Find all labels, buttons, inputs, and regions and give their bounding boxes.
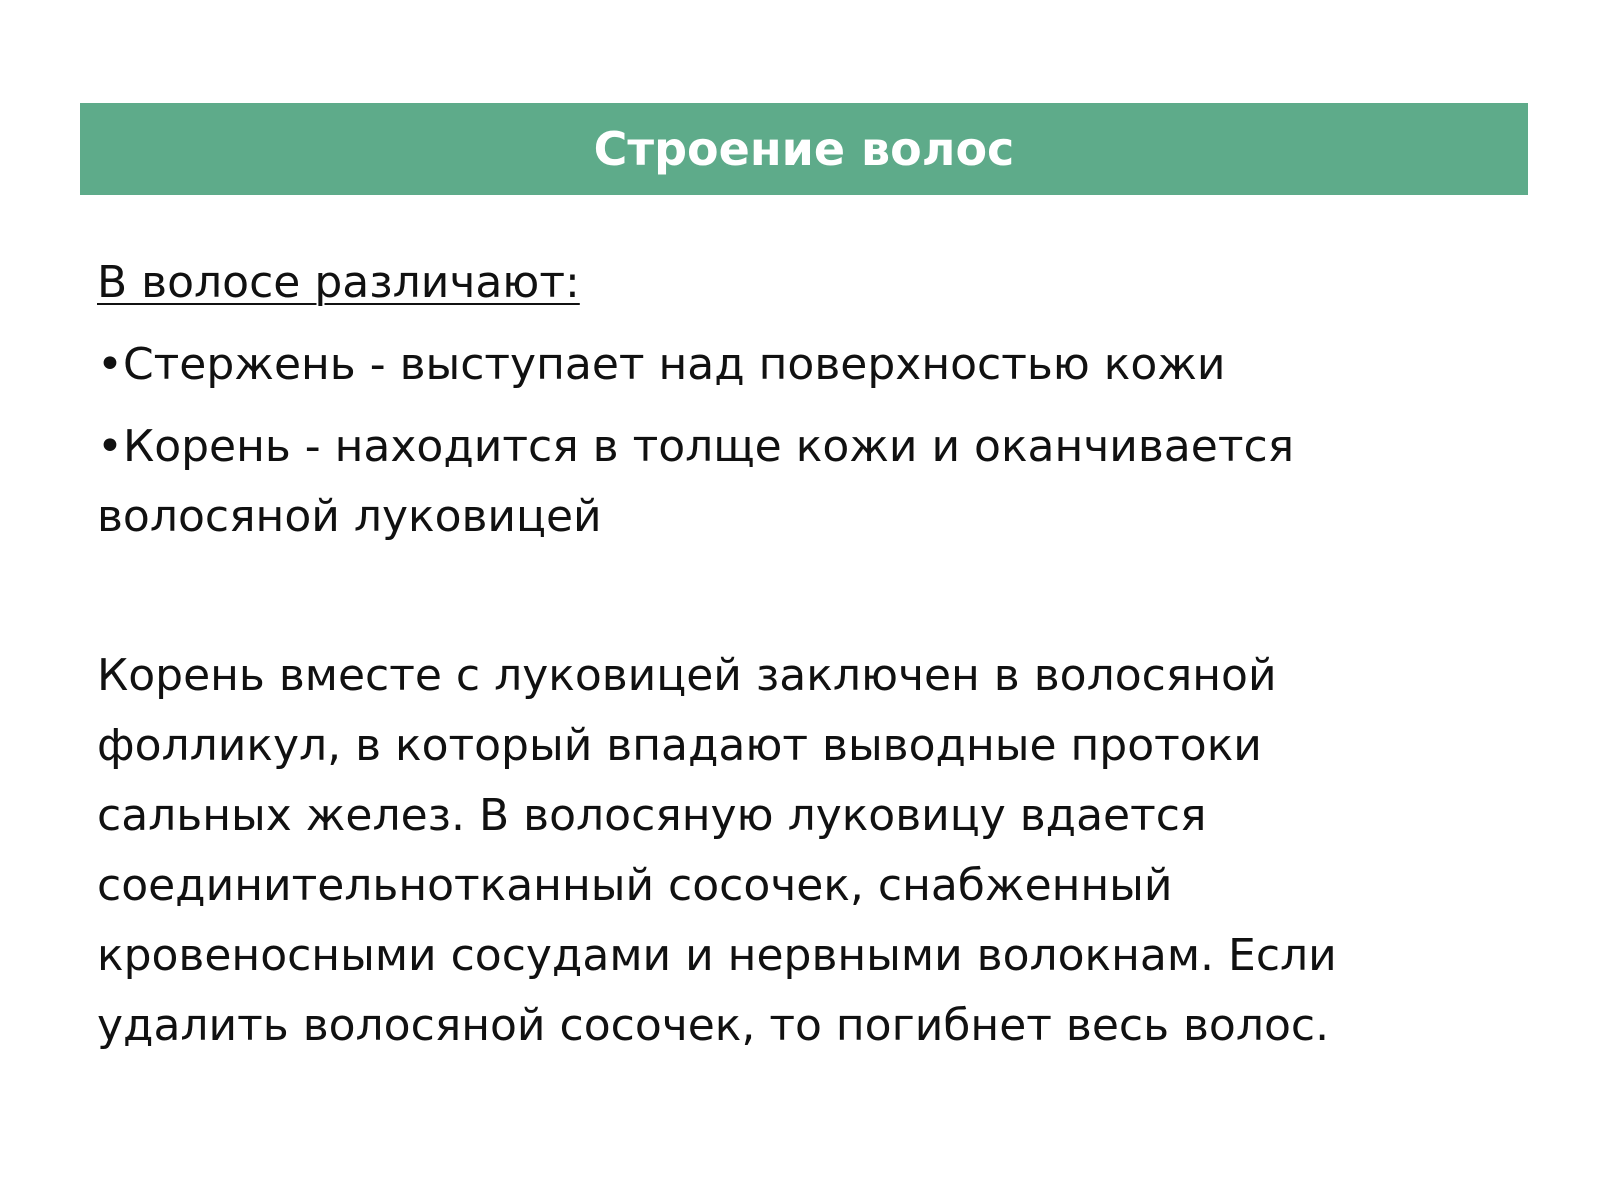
paragraph-line: удалить волосяной сосочек, то погибнет весь волос.	[97, 1000, 1330, 1051]
bullet-line	[97, 330, 1517, 400]
paragraph-line: кровеносными сосудами и нервными волокнам. Если	[97, 930, 1337, 981]
intro-heading: В волосе различают:	[97, 257, 580, 308]
bullet-text: Корень - находится в толще кожи и оканчивается	[122, 421, 1295, 472]
title-bar	[80, 103, 1528, 195]
paragraph-line: соединительнотканный сосочек, снабженный	[97, 860, 1173, 911]
bullet-marker: •	[97, 339, 123, 390]
body-paragraph	[97, 641, 1517, 1061]
bullet-marker: •	[97, 421, 123, 472]
paragraph-gap	[97, 564, 1517, 641]
paragraph-line: сальных желез. В волосяную луковицу вдается	[97, 790, 1207, 841]
slide-body	[97, 248, 1517, 1061]
bullet-item	[97, 412, 1517, 552]
bullet-item	[97, 330, 1517, 400]
bullet-text: Стержень - выступает над поверхностью кожи	[122, 339, 1226, 390]
slide-title: Строение волос	[593, 122, 1015, 176]
paragraph-line: Корень вместе с луковицей заключен в волосяной	[97, 650, 1277, 701]
paragraph-line: фолликул, в который впадают выводные протоки	[97, 720, 1262, 771]
bullet-line	[97, 412, 1517, 482]
bullet-continuation: волосяной луковицей	[97, 491, 602, 542]
